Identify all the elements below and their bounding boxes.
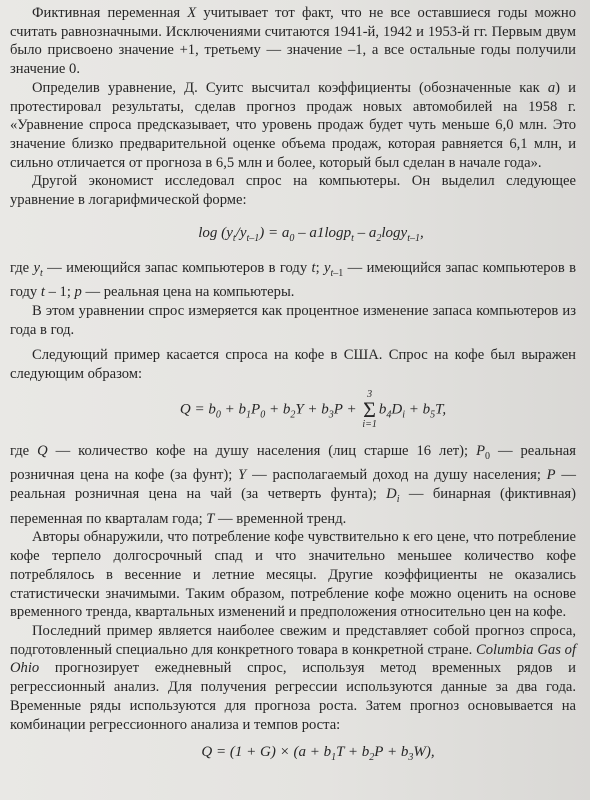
paragraph-suits-forecast: Определив уравнение, Д. Суитс высчитал коэффициенты (обозначенные как a) и протестировал результаты, сделав прогноз продаж новых автомобилей на 1958 г. «Уравнение спроса предсказывает, что уровень продаж будет чуть меньше 6,0 млн. Это значение близко предварительной оценке объема продаж, которая равняется 6,1 млн, и сильно отличается от прогноза в 6,5 млн и более, который был сделан в начале года». (10, 79, 576, 171)
paragraph-coffee-findings: Авторы обнаружили, что потребление кофе чувствительно к его цене, что потребление кофе терпело долгосрочный спад и что значительно меньшее количество кофе потреблялось в весенние и летние месяцы. Другие коэффициенты не оказались статистически значимыми. Таким образом, потребление кофе можно оценить на основе временного тренда, квартальных изменений и предположения относительно цен на кофе. (10, 529, 576, 621)
formula-computer-demand: $\log (y_t/y_{t-1}) = a_0 - a1\log p_t - a_2\log y_{t-1}$, (198, 224, 424, 244)
paragraph-coffee-variables: где Q — количество кофе на душу населения (лиц старше 16 лет); $P_0$ — реальная розничная цена на кофе (за фунт); Y — располагаемый доход на душу населения; P — реальная розничная цена на чай (за четверть фунта); $D_i$ — бинарная (фиктивная) переменная по кварталам года; T — временной тренд. (10, 442, 576, 527)
paragraph-dummy-variable: Фиктивная переменная X учитывает тот факт, что не все оставшиеся годы можно считать равнозначными. Исключениями считаются 1941-й, 1942 и 1953-й гг. Первым двум было присвоено значение +1, третьему — значение –1, а все остальные годы получили значение 0. (10, 5, 576, 78)
paragraph-computers-intro: Другой экономист исследовал спрос на компьютеры. Он выделил следующее уравнение в логарифмической форме: (10, 173, 576, 209)
paragraph-coffee-intro: Следующий пример касается спроса на кофе в США. Спрос на кофе был выражен следующим образом: (10, 347, 576, 383)
formula-coffee-demand: $Q = b_0 + b_1P_0 + b_2Y + b_3P$ + 3 Σ i=1 $b_4D_i + b_5T$, (179, 388, 447, 430)
paragraph-percent-change: В этом уравнении спрос измеряется как процентное изменение запаса компьютеров из года в год. (10, 303, 576, 338)
paragraph-columbia-gas: Последний пример является наиболее свежим и представляет собой прогноз спроса, подготовленный специально для конкретного товара в конкретной стране. Columbia Gas of Ohio прогнозирует ежедневный спрос, используя метод временных рядов и регрессионный анализ. Для получения регрессии используются данные за два года. Временные ряды используются для прогноза роста. Затем прогноз основывается на комбинации регрессионного анализа и темпов роста: (10, 623, 577, 733)
paragraph-computer-variables: где $y_t$ — имеющийся запас компьютеров в году t; $y_{t-1}$ — имеющийся запас компьютеров в году t – 1; p — реальная цена на компьютеры. (10, 259, 577, 301)
formula-gas-demand: $Q = (1 + G) \times (a + b_1T + b_2P + b_3W)$, (201, 744, 435, 764)
summation-sign: 3 Σ i=1 (362, 388, 377, 430)
